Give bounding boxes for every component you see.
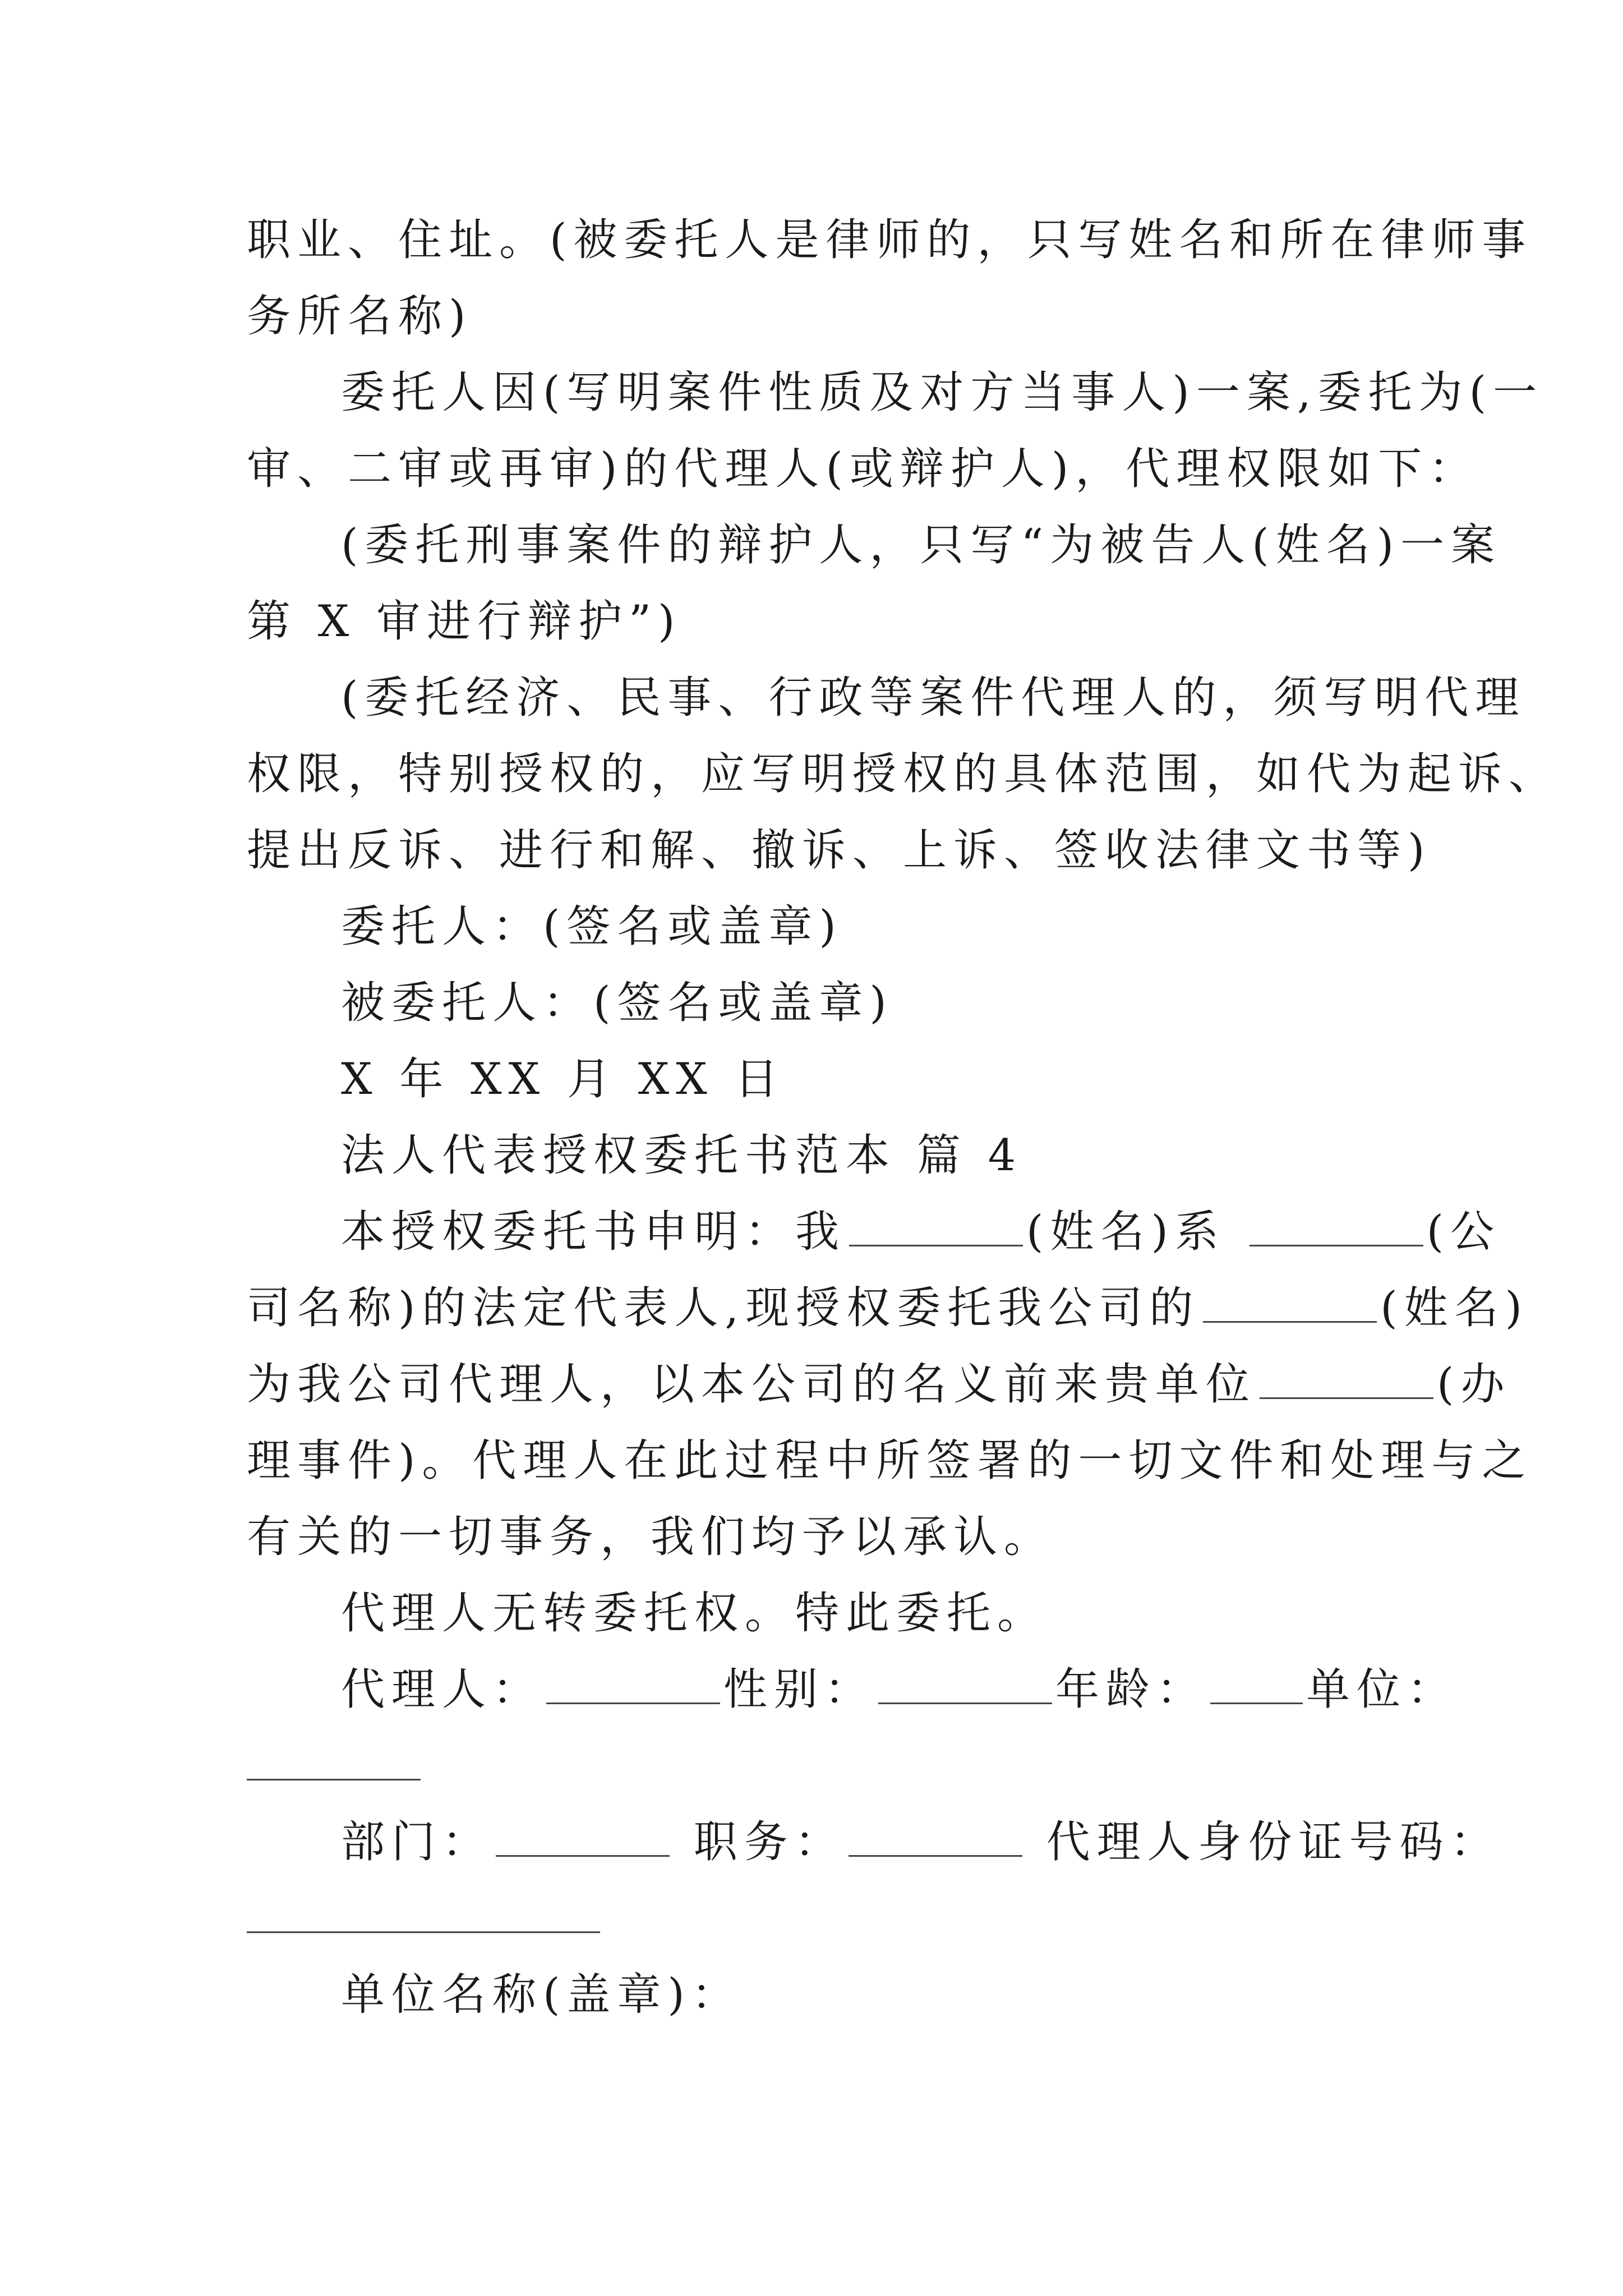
paragraph-line: 第 X 审进行辩护”) xyxy=(247,596,682,647)
unit-blank[interactable] xyxy=(1260,1352,1433,1399)
paragraph-line: 职业、住址。(被委托人是律师的，只写姓名和所在律师事 xyxy=(247,215,1533,265)
paragraph-line: (委托经济、民事、行政等案件代理人的，须写明代理 xyxy=(341,673,1526,723)
paragraph-line: 权限，特别授权的，应写明授权的具体范围，如代为起诉、 xyxy=(247,749,1560,799)
text-segment: (办 xyxy=(1437,1359,1511,1410)
paragraph-line: 代理人无转委托权。特此委托。 xyxy=(341,1588,1048,1639)
name-blank[interactable] xyxy=(849,1200,1023,1246)
agent-name-blank[interactable] xyxy=(1203,1276,1377,1323)
date-line: X 年 XX 月 XX 日 xyxy=(341,1054,785,1105)
signature-principal: 委托人：(签名或盖章) xyxy=(341,901,843,952)
paragraph-line: 理事件)。代理人在此过程中所签署的一切文件和处理与之 xyxy=(247,1435,1533,1486)
label: 职务： xyxy=(673,1817,845,1867)
form-line-dept xyxy=(247,1804,1501,1880)
company-blank[interactable] xyxy=(1249,1200,1423,1246)
text-segment: (姓名)系 xyxy=(1026,1207,1246,1257)
document-page xyxy=(247,202,1560,2033)
paragraph-line: 提出反诉、进行和解、撤诉、上诉、签收法律文书等) xyxy=(247,825,1432,876)
label: 性别： xyxy=(723,1664,875,1715)
form-line-id xyxy=(247,1880,1396,1957)
text-segment: (姓名) xyxy=(1380,1283,1529,1333)
paragraph-line: (委托刑事案件的辩护人，只写“为被告人(姓名)一案 xyxy=(341,520,1502,570)
paragraph-line xyxy=(247,1194,1501,1270)
paragraph-line: 审、二审或再审)的代理人(或辩护人)，代理权限如下： xyxy=(247,444,1479,494)
paragraph-line: 有关的一切事务，我们均予以承认。 xyxy=(247,1512,1055,1562)
form-line-company-seal: 单位名称(盖章)： xyxy=(341,1970,742,2020)
text-segment: (公 xyxy=(1426,1207,1501,1257)
agent-blank[interactable] xyxy=(546,1658,720,1704)
gender-blank[interactable] xyxy=(878,1658,1052,1704)
label: 单位： xyxy=(1306,1664,1458,1715)
label: 代理人： xyxy=(341,1664,543,1715)
text-segment: 司名称)的法定代表人,现授权委托我公司的 xyxy=(247,1283,1200,1333)
paragraph-line xyxy=(247,1270,1529,1346)
position-blank[interactable] xyxy=(849,1810,1022,1857)
label: 部门： xyxy=(341,1817,493,1867)
text-segment: 为我公司代理人，以本公司的名义前来贵单位 xyxy=(247,1359,1257,1410)
section-title: 法人代表授权委托书范本 篇 4 xyxy=(341,1130,1023,1181)
form-line-unit xyxy=(247,1728,1396,1804)
paragraph-line: 委托人因(写明案件性质及对方当事人)一案,委托为(一 xyxy=(341,367,1544,418)
form-line-agent xyxy=(247,1651,1458,1728)
paragraph-line: 务所名称) xyxy=(247,291,473,342)
unit-field-blank[interactable] xyxy=(247,1734,421,1780)
label: 年龄： xyxy=(1055,1664,1207,1715)
label: 代理人身份证号码： xyxy=(1025,1817,1501,1867)
age-blank[interactable] xyxy=(1210,1658,1303,1704)
id-number-blank[interactable] xyxy=(247,1887,600,1933)
paragraph-line xyxy=(247,1346,1511,1423)
text-segment: 本授权委托书申明：我 xyxy=(341,1207,846,1257)
signature-agent: 被委托人：(签名或盖章) xyxy=(341,978,893,1028)
dept-blank[interactable] xyxy=(496,1810,670,1857)
